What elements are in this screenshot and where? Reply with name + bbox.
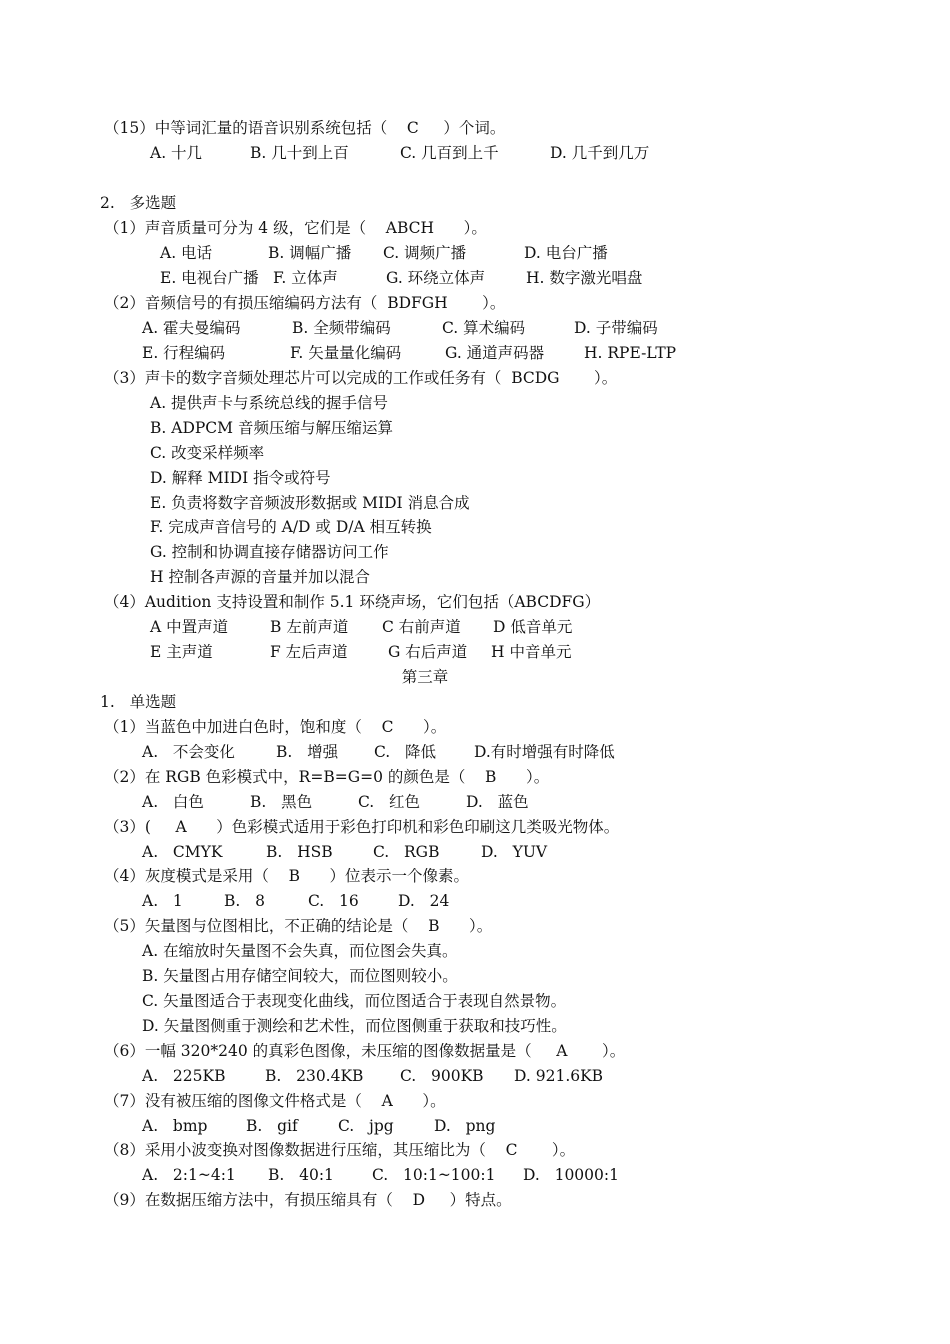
multi-question-4-stem: （4）Audition 支持设置和制作 5.1 环绕声场，它们包括（ABCDFG） <box>104 593 601 611</box>
option-a: A. 提供声卡与系统总线的握手信号 <box>150 394 389 412</box>
option-a: A. 不会变化 <box>142 743 235 761</box>
option-c: C. 改变采样频率 <box>150 444 265 462</box>
option-c: C. 调频广播 <box>383 244 467 262</box>
option-f: F. 矢量量化编码 <box>290 344 402 362</box>
section-single-choice-heading: 1. 单选题 <box>100 693 177 711</box>
multi-question-2-stem: （2）音频信号的有损压缩编码方法有（ BDFGH ）。 <box>104 294 506 312</box>
question-6-stem: （6）一幅 320*240 的真彩色图像，未压缩的图像数据量是（ A ）。 <box>104 1042 626 1060</box>
option-f: F 左后声道 <box>270 643 348 661</box>
option-b: B. 调幅广播 <box>268 244 352 262</box>
option-b: B. 全频带编码 <box>292 319 391 337</box>
option-c: C. 16 <box>308 892 359 910</box>
option-b: B. 增强 <box>276 743 339 761</box>
question-5-stem: （5）矢量图与位图相比，不正确的结论是（ B ）。 <box>104 917 493 935</box>
option-c: C. 900KB <box>400 1067 484 1085</box>
option-g: G. 环绕立体声 <box>386 269 486 287</box>
option-b: B. 黑色 <box>250 793 313 811</box>
option-a: A. bmp <box>142 1117 208 1135</box>
option-d: D. 24 <box>398 892 450 910</box>
option-e: E 主声道 <box>150 643 213 661</box>
question-3-stem: （3）( A ）色彩模式适用于彩色打印机和彩色印刷这几类吸光物体。 <box>104 818 620 836</box>
option-a: A. 十几 <box>150 144 203 162</box>
option-d: D. 蓝色 <box>466 793 529 811</box>
question-7-stem: （7）没有被压缩的图像文件格式是（ A ）。 <box>104 1092 446 1110</box>
option-b: B. 40:1 <box>268 1166 334 1184</box>
option-d: D. png <box>434 1117 496 1135</box>
option-a: A. 1 <box>142 892 183 910</box>
multi-question-3-stem: （3）声卡的数字音频处理芯片可以完成的工作或任务有（ BCDG ）。 <box>104 369 618 387</box>
option-d: D. 10000:1 <box>523 1166 619 1184</box>
option-d: D. 矢量图侧重于测绘和艺术性，而位图侧重于获取和技巧性。 <box>142 1017 567 1035</box>
question-2-stem: （2）在 RGB 色彩模式中，R=B=G=0 的颜色是（ B ）。 <box>104 768 550 786</box>
option-d: D. 921.6KB <box>514 1067 604 1085</box>
option-h: H. RPE-LTP <box>584 344 677 362</box>
option-b: B. HSB <box>266 843 333 861</box>
option-g: G. 控制和协调直接存储器访问工作 <box>150 543 389 561</box>
question-15-stem: （15）中等词汇量的语音识别系统包括（ C ）个词。 <box>104 119 506 137</box>
option-b: B. 230.4KB <box>265 1067 364 1085</box>
option-a: A 中置声道 <box>150 618 229 636</box>
option-h: H. 数字激光唱盘 <box>526 269 643 287</box>
question-1-stem: （1）当蓝色中加进白色时，饱和度（ C ）。 <box>104 718 447 736</box>
option-b: B 左前声道 <box>270 618 349 636</box>
question-4-stem: （4）灰度模式是采用（ B ）位表示一个像素。 <box>104 867 470 885</box>
option-d: D. YUV <box>481 843 548 861</box>
option-a: A. 在缩放时矢量图不会失真，而位图会失真。 <box>142 942 458 960</box>
option-a: A. 霍夫曼编码 <box>142 319 241 337</box>
option-c: C. 红色 <box>358 793 421 811</box>
option-c: C 右前声道 <box>382 618 461 636</box>
option-f: F. 完成声音信号的 A/D 或 D/A 相互转换 <box>150 518 432 536</box>
option-g: G. 通道声码器 <box>445 344 545 362</box>
option-e: E. 电视台广播 <box>160 269 259 287</box>
option-d: D 低音单元 <box>493 618 573 636</box>
option-d: D. 子带编码 <box>574 319 658 337</box>
section-multiple-choice-heading: 2. 多选题 <box>100 194 177 212</box>
question-8-stem: （8）采用小波变换对图像数据进行压缩，其压缩比为（ C ）。 <box>104 1141 576 1159</box>
option-a: A. 电话 <box>160 244 213 262</box>
option-e: E. 行程编码 <box>142 344 226 362</box>
option-h: H 控制各声源的音量并加以混合 <box>150 568 370 586</box>
option-b: B. 矢量图占用存储空间较大，而位图则较小。 <box>142 967 458 985</box>
multi-question-1-stem: （1）声音质量可分为 4 级，它们是（ ABCH ）。 <box>104 219 487 237</box>
option-d: D.有时增强有时降低 <box>474 743 615 761</box>
option-c: C. 矢量图适合于表现变化曲线，而位图适合于表现自然景物。 <box>142 992 567 1010</box>
option-c: C. 10:1~100:1 <box>372 1166 496 1184</box>
option-b: B. ADPCM 音频压缩与解压缩运算 <box>150 419 393 437</box>
option-g: G 右后声道 <box>388 643 468 661</box>
option-c: C. 几百到上千 <box>400 144 499 162</box>
option-d: D. 几千到几万 <box>550 144 650 162</box>
option-e: E. 负责将数字音频波形数据或 MIDI 消息合成 <box>150 494 470 512</box>
option-c: C. RGB <box>373 843 440 861</box>
option-a: A. CMYK <box>142 843 223 861</box>
option-d: D. 解释 MIDI 指令或符号 <box>150 469 331 487</box>
option-c: C. jpg <box>338 1117 394 1135</box>
question-9-stem: （9）在数据压缩方法中，有损压缩具有（ D ）特点。 <box>104 1191 512 1209</box>
option-b: B. 几十到上百 <box>250 144 349 162</box>
option-f: F. 立体声 <box>273 269 338 287</box>
option-a: A. 225KB <box>142 1067 226 1085</box>
option-c: C. 降低 <box>374 743 437 761</box>
option-a: A. 白色 <box>142 793 204 811</box>
option-c: C. 算术编码 <box>442 319 526 337</box>
option-d: D. 电台广播 <box>524 244 608 262</box>
option-b: B. gif <box>246 1117 298 1135</box>
option-b: B. 8 <box>224 892 265 910</box>
option-h: H 中音单元 <box>491 643 572 661</box>
option-a: A. 2:1~4:1 <box>142 1166 236 1184</box>
chapter-title: 第三章 <box>401 668 449 686</box>
